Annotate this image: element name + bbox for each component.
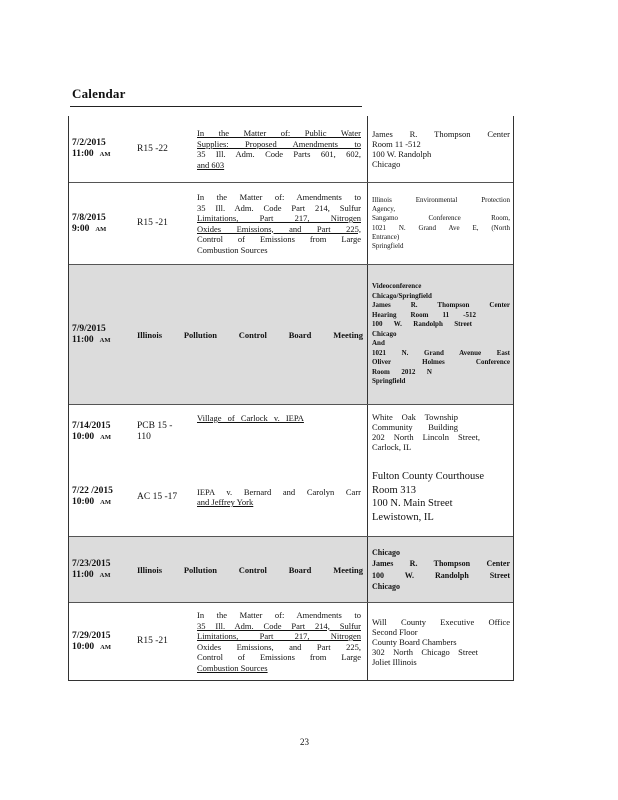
case-number-cell: [137, 458, 197, 536]
page-heading: Calendar: [72, 86, 126, 101]
location-cell: [367, 537, 513, 602]
entry-date: 7/22 /2015: [72, 486, 113, 496]
location-line: Illinois Environmental Protection: [372, 195, 510, 204]
meeting-word: Board: [288, 564, 312, 575]
table-row: [69, 264, 513, 404]
location-line: 202 North Lincoln Street,: [372, 431, 480, 442]
table-row: [69, 458, 513, 536]
title-line: Limitations, Part 217, Nitrogen: [197, 631, 361, 641]
location-line: Videoconference: [372, 282, 422, 291]
location-line: Second Floor: [372, 626, 418, 637]
title-cell: [197, 405, 365, 458]
case-number: R15 -21: [137, 636, 168, 646]
location-line: Room 313: [372, 484, 417, 496]
case-number-cell: [137, 116, 197, 182]
title-cell: [197, 458, 365, 536]
meeting-cell: [137, 537, 365, 602]
meeting-word: Pollution: [183, 329, 217, 340]
location-line: Chicago: [372, 547, 400, 557]
entry-ampm: AM: [95, 225, 107, 233]
location-line: 302 North Chicago Street: [372, 646, 478, 657]
title-line: 35 Ill. Adm. Code Part 214, Sulfur: [197, 620, 361, 631]
case-number: PCB 15 -: [137, 420, 173, 431]
meeting-cell: [137, 265, 365, 404]
location-line: Joliet Illinois: [372, 656, 417, 667]
location-line: Sangamo Conference Room,: [372, 214, 510, 223]
location-line: Springfield: [372, 241, 404, 250]
location-line: 1021 N. Grand Avenue East: [372, 348, 510, 357]
location-cell: [367, 405, 513, 458]
location-line: Entrance): [372, 232, 400, 241]
location-line: James R. Thompson Center: [372, 559, 510, 568]
title-line: 35 Ill. Adm. Code Part 214, Sulfur: [197, 202, 361, 213]
title-line: Control of Emissions from Large: [197, 652, 361, 662]
date-cell: [69, 603, 137, 680]
entry-time: 10:00: [72, 641, 95, 652]
entry-ampm: AM: [99, 571, 111, 579]
location-cell: [367, 116, 513, 182]
table-row: [69, 536, 513, 602]
location-line: Room 2012 N: [372, 367, 432, 376]
case-number: R15 -21: [137, 218, 168, 228]
entry-ampm: AM: [100, 433, 112, 441]
entry-ampm: AM: [99, 336, 111, 344]
location-line: White Oak Township: [372, 411, 458, 422]
case-number-cell: [137, 603, 197, 680]
location-cell: [367, 183, 513, 264]
entry-date: 7/29/2015: [72, 630, 111, 641]
case-number: AC 15 -17: [137, 491, 178, 502]
location-line: Hearing Room 11 -512: [372, 310, 476, 319]
date-cell: [69, 405, 137, 458]
entry-time: 11:00: [72, 334, 94, 345]
meeting-word: Pollution: [183, 564, 217, 575]
location-line: Will County Executive Office: [372, 616, 510, 627]
date-cell: [69, 458, 137, 536]
location-line: Community Building: [372, 421, 458, 432]
entry-date: 7/8/2015: [72, 212, 106, 223]
calendar-table: [68, 116, 514, 681]
title-cell: [197, 603, 365, 680]
location-line: Oliver Holmes Conference: [372, 358, 510, 367]
title-line: Village of Carlock v. IEPA: [197, 413, 304, 423]
date-cell: [69, 183, 137, 264]
location-line: Lewistown, IL: [372, 511, 434, 523]
date-cell: [69, 116, 137, 182]
title-line: Combustion Sources: [197, 662, 268, 673]
title-line: Limitations, Part 217, Nitrogen: [197, 213, 361, 223]
location-line: County Board Chambers: [372, 636, 457, 647]
meeting-word: Illinois: [137, 564, 163, 575]
entry-time: 10:00: [72, 497, 95, 507]
location-line: 1021 N. Grand Ave E, (North: [372, 223, 510, 232]
entry-ampm: AM: [100, 499, 112, 506]
case-number-cell: [137, 405, 197, 458]
location-cell: [367, 265, 513, 404]
location-line: James R. Thompson Center: [372, 301, 510, 310]
entry-time: 10:00: [72, 431, 95, 442]
title-line: In the Matter of: Amendments to: [197, 192, 361, 202]
title-cell: [197, 116, 365, 182]
meeting-word: Control: [238, 329, 267, 340]
table-row: [69, 602, 513, 680]
entry-date: 7/14/2015: [72, 420, 111, 431]
meeting-word: Control: [238, 564, 267, 575]
meeting-word: Meeting: [333, 564, 363, 575]
title-cell: [197, 183, 365, 264]
location-line: 100 W. Randolph Street: [372, 570, 510, 580]
date-cell: [69, 265, 137, 404]
date-cell: [69, 537, 137, 602]
location-line: Chicago: [372, 159, 401, 169]
location-line: And: [372, 339, 385, 348]
location-cell: [367, 603, 513, 680]
entry-ampm: AM: [100, 643, 112, 651]
location-line: 100 W. Randolph: [372, 149, 432, 159]
location-line: Agency,: [372, 205, 396, 214]
entry-time: 9:00: [72, 223, 90, 234]
title-line: and Jeffrey York: [197, 497, 254, 507]
meeting-word: Illinois: [137, 329, 163, 340]
title-line: In the Matter of: Amendments to: [197, 610, 361, 620]
entry-time: 11:00: [72, 569, 94, 580]
page-number: 23: [300, 737, 309, 747]
table-row: [69, 404, 513, 458]
title-line: Oxides Emissions, and Part 225,: [197, 223, 361, 234]
location-cell: [367, 458, 513, 536]
title-line: and 603: [197, 159, 225, 170]
heading-rule: [70, 106, 362, 107]
title-line: 35 Ill. Adm. Code Parts 601, 602,: [197, 149, 361, 159]
table-row: [69, 116, 513, 182]
location-line: James R. Thompson Center: [372, 129, 510, 139]
entry-ampm: AM: [99, 151, 111, 158]
entry-date: 7/23/2015: [72, 558, 111, 569]
title-line: Supplies: Proposed Amendments to: [197, 138, 361, 149]
location-line: Chicago: [372, 329, 397, 338]
location-line: Fulton County Courthouse: [372, 471, 485, 482]
title-line: Oxides Emissions, and Part 225,: [197, 641, 361, 652]
case-number: R15 -22: [137, 143, 168, 154]
location-line: Room 11 -512: [372, 139, 421, 149]
location-line: 100 W. Randolph Street: [372, 320, 472, 329]
case-number: 110: [137, 431, 151, 442]
table-row: [69, 182, 513, 264]
location-line: Chicago: [372, 582, 400, 591]
meeting-word: Board: [288, 329, 312, 340]
title-line: In the Matter of: Public Water: [197, 128, 361, 138]
location-line: Springfield: [372, 377, 406, 386]
title-line: Control of Emissions from Large: [197, 234, 361, 244]
entry-date: 7/2/2015: [72, 138, 106, 148]
title-line: IEPA v. Bernard and Carolyn Carr: [197, 486, 361, 497]
case-number-cell: [137, 183, 197, 264]
meeting-word: Meeting: [333, 329, 363, 340]
location-line: Carlock, IL: [372, 441, 412, 452]
location-line: Chicago/Springfield: [372, 291, 432, 300]
title-line: Combustion Sources: [197, 244, 268, 255]
entry-time: 11:00: [72, 149, 94, 159]
entry-date: 7/9/2015: [72, 323, 106, 334]
location-line: 100 N. Main Street: [372, 498, 453, 509]
